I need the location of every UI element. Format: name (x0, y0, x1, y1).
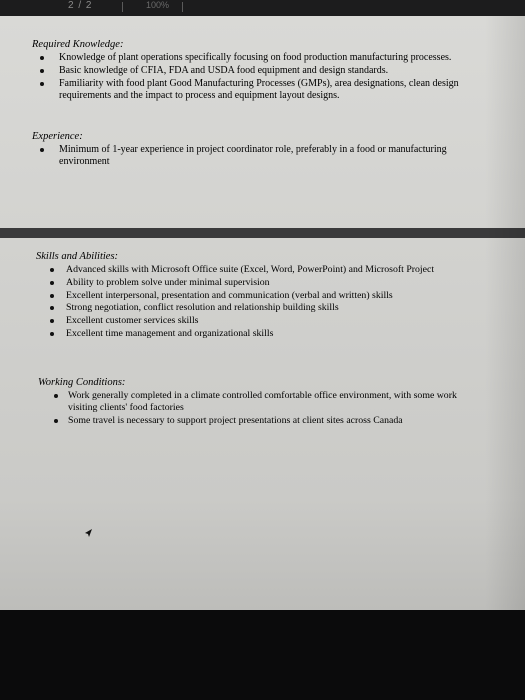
list-item: Knowledge of plant operations specifically focusing on food production manufacturing processes. (32, 52, 472, 64)
mouse-cursor-icon (83, 528, 93, 538)
required-knowledge-section (32, 38, 472, 103)
working-conditions-section (38, 376, 468, 427)
toolbar-divider (182, 2, 183, 12)
list-item: Basic knowledge of CFIA, FDA and USDA food equipment and design standards. (32, 65, 472, 77)
required-knowledge-heading: Required Knowledge: (32, 39, 124, 50)
list-item: Some travel is necessary to support project presentations at client sites across Canada (38, 415, 468, 427)
experience-section (32, 130, 487, 169)
list-item: Advanced skills with Microsoft Office suite (Excel, Word, PowerPoint) and Microsoft Project (36, 264, 476, 276)
experience-heading: Experience: (32, 131, 83, 142)
working-conditions-heading: Working Conditions: (38, 377, 126, 388)
skills-heading: Skills and Abilities: (36, 251, 119, 262)
list-item: Work generally completed in a climate controlled comfortable office environment, with some work visiting clients' food factories (38, 390, 468, 414)
skills-section (36, 250, 476, 341)
viewer-background (0, 610, 525, 700)
page-indicator: 2 / 2 (68, 0, 93, 11)
list-item: Excellent time management and organizational skills (36, 328, 476, 340)
toolbar-divider (122, 2, 123, 12)
list-item: Excellent interpersonal, presentation and communication (verbal and written) skills (36, 290, 476, 302)
list-item: Ability to problem solve under minimal supervision (36, 277, 476, 289)
zoom-level[interactable]: 100% (146, 0, 170, 10)
list-item: Strong negotiation, conflict resolution and relationship building skills (36, 302, 476, 314)
viewer-toolbar (0, 0, 525, 16)
list-item: Excellent customer services skills (36, 315, 476, 327)
page-gap (0, 228, 525, 238)
list-item: Familiarity with food plant Good Manufacturing Processes (GMPs), area designations, clean design requirements and the impact to process and equipment layout designs. (32, 78, 472, 102)
list-item: Minimum of 1-year experience in project coordinator role, preferably in a food or manufacturing environment (32, 144, 487, 168)
